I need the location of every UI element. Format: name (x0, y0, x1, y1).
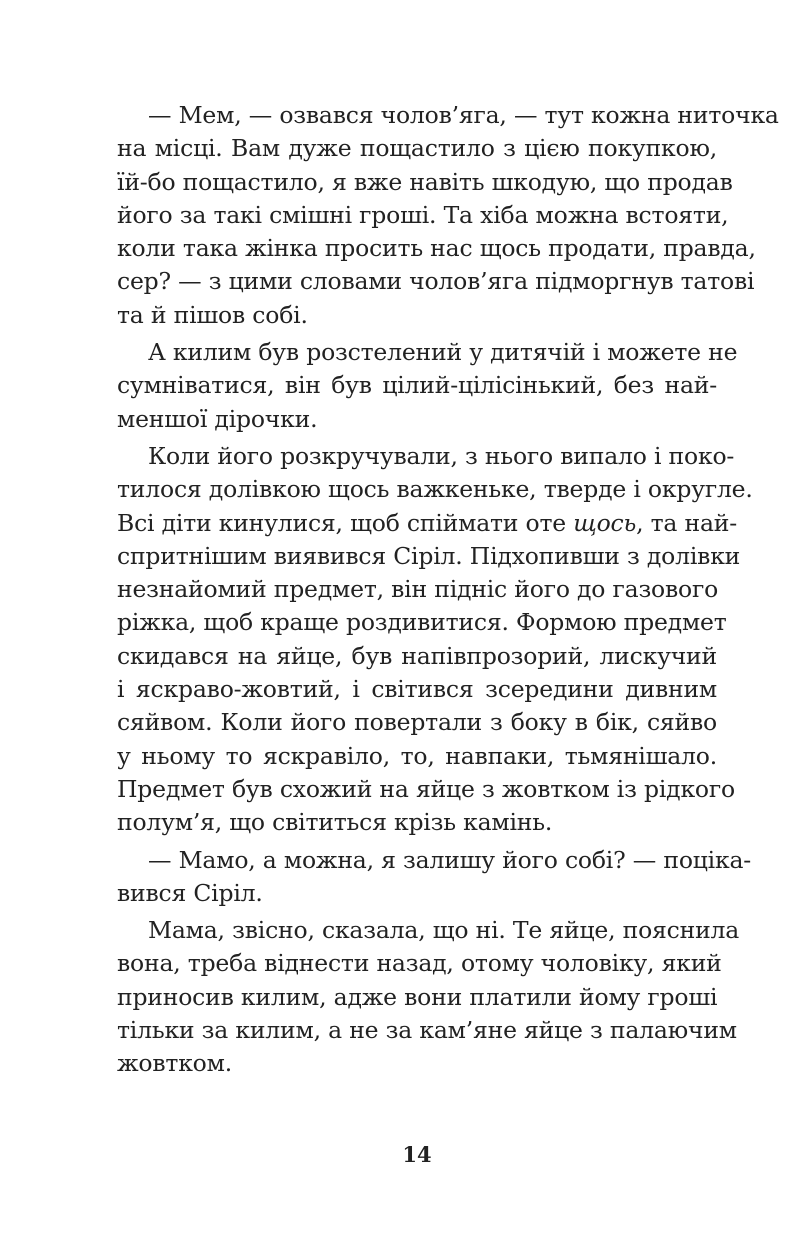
text-line: Мама, звісно, сказала, що ні. Те яйце, пояснила (148, 916, 740, 945)
text-line: Всі діти кинулися, щоб спіймати оте щось, та най- (117, 508, 737, 537)
text-line: приносив килим, адже вони платили йому гроші (117, 982, 718, 1011)
paragraph (117, 844, 752, 911)
text-line: його за такі смішні гроші. Та хіба можна встояти, (117, 200, 729, 229)
text-line: тилося долівкою щось важкеньке, тверде і округле. (117, 475, 753, 504)
body-text (117, 99, 779, 1085)
text-line: жовтком. (117, 1049, 232, 1078)
text-line: і яскраво-жовтий, і світився зсередини дивним (117, 675, 717, 704)
text-line: тільки за килим, а не за кам’яне яйце з палаючим (117, 1016, 737, 1045)
text-line: — Мамо, а можна, я залишу його собі? — поціка- (148, 845, 752, 874)
text-line: сумніватися, він був цілий-цілісінький, без най- (117, 371, 717, 400)
text-line: меншої дірочки. (117, 404, 318, 433)
text-line: спритнішим виявився Сіріл. Підхопивши з долівки (117, 541, 741, 570)
paragraph (117, 336, 738, 436)
text-line: вона, треба віднести назад, отому чоловіку, який (117, 949, 722, 978)
text-line: Коли його розкручували, з нього випало і поко- (148, 441, 735, 470)
text-line: Предмет був схожий на яйце з жовтком із рідкого (117, 774, 735, 803)
text-line: коли така жінка просить нас щось продати, правда, (117, 234, 756, 263)
page-number: 14 (402, 1142, 432, 1167)
text-line: полум’я, що світиться крізь камінь. (117, 808, 553, 837)
text-line: незнайомий предмет, він підніс його до газового (117, 575, 719, 604)
paragraph (117, 914, 740, 1080)
text-line: у ньому то яскравіло, то, навпаки, тьмянішало. (117, 741, 717, 770)
text-line: сер? — з цими словами чолов’яга підморгнув татові (117, 267, 755, 296)
text-line: їй-бо пощастило, я вже навіть шкодую, що продав (117, 167, 733, 196)
text-line: А килим був розстелений у дитячій і можете не (148, 338, 738, 367)
text-line: та й пішов собі. (117, 300, 308, 329)
paragraph (117, 99, 779, 332)
text-line: на місці. Вам дуже пощастило з цією покупкою, (117, 134, 717, 163)
paragraph (117, 440, 753, 840)
text-line: сяйвом. Коли його повертали з боку в бік, сяйво (117, 708, 717, 737)
text-line: вився Сіріл. (117, 878, 263, 907)
text-line: скидався на яйце, був напівпрозорий, лискучий (117, 641, 717, 670)
text-line: — Мем, — озвався чолов’яга, — тут кожна ниточка (148, 101, 779, 129)
text-line: ріжка, щоб краще роздивитися. Формою предмет (117, 608, 727, 637)
